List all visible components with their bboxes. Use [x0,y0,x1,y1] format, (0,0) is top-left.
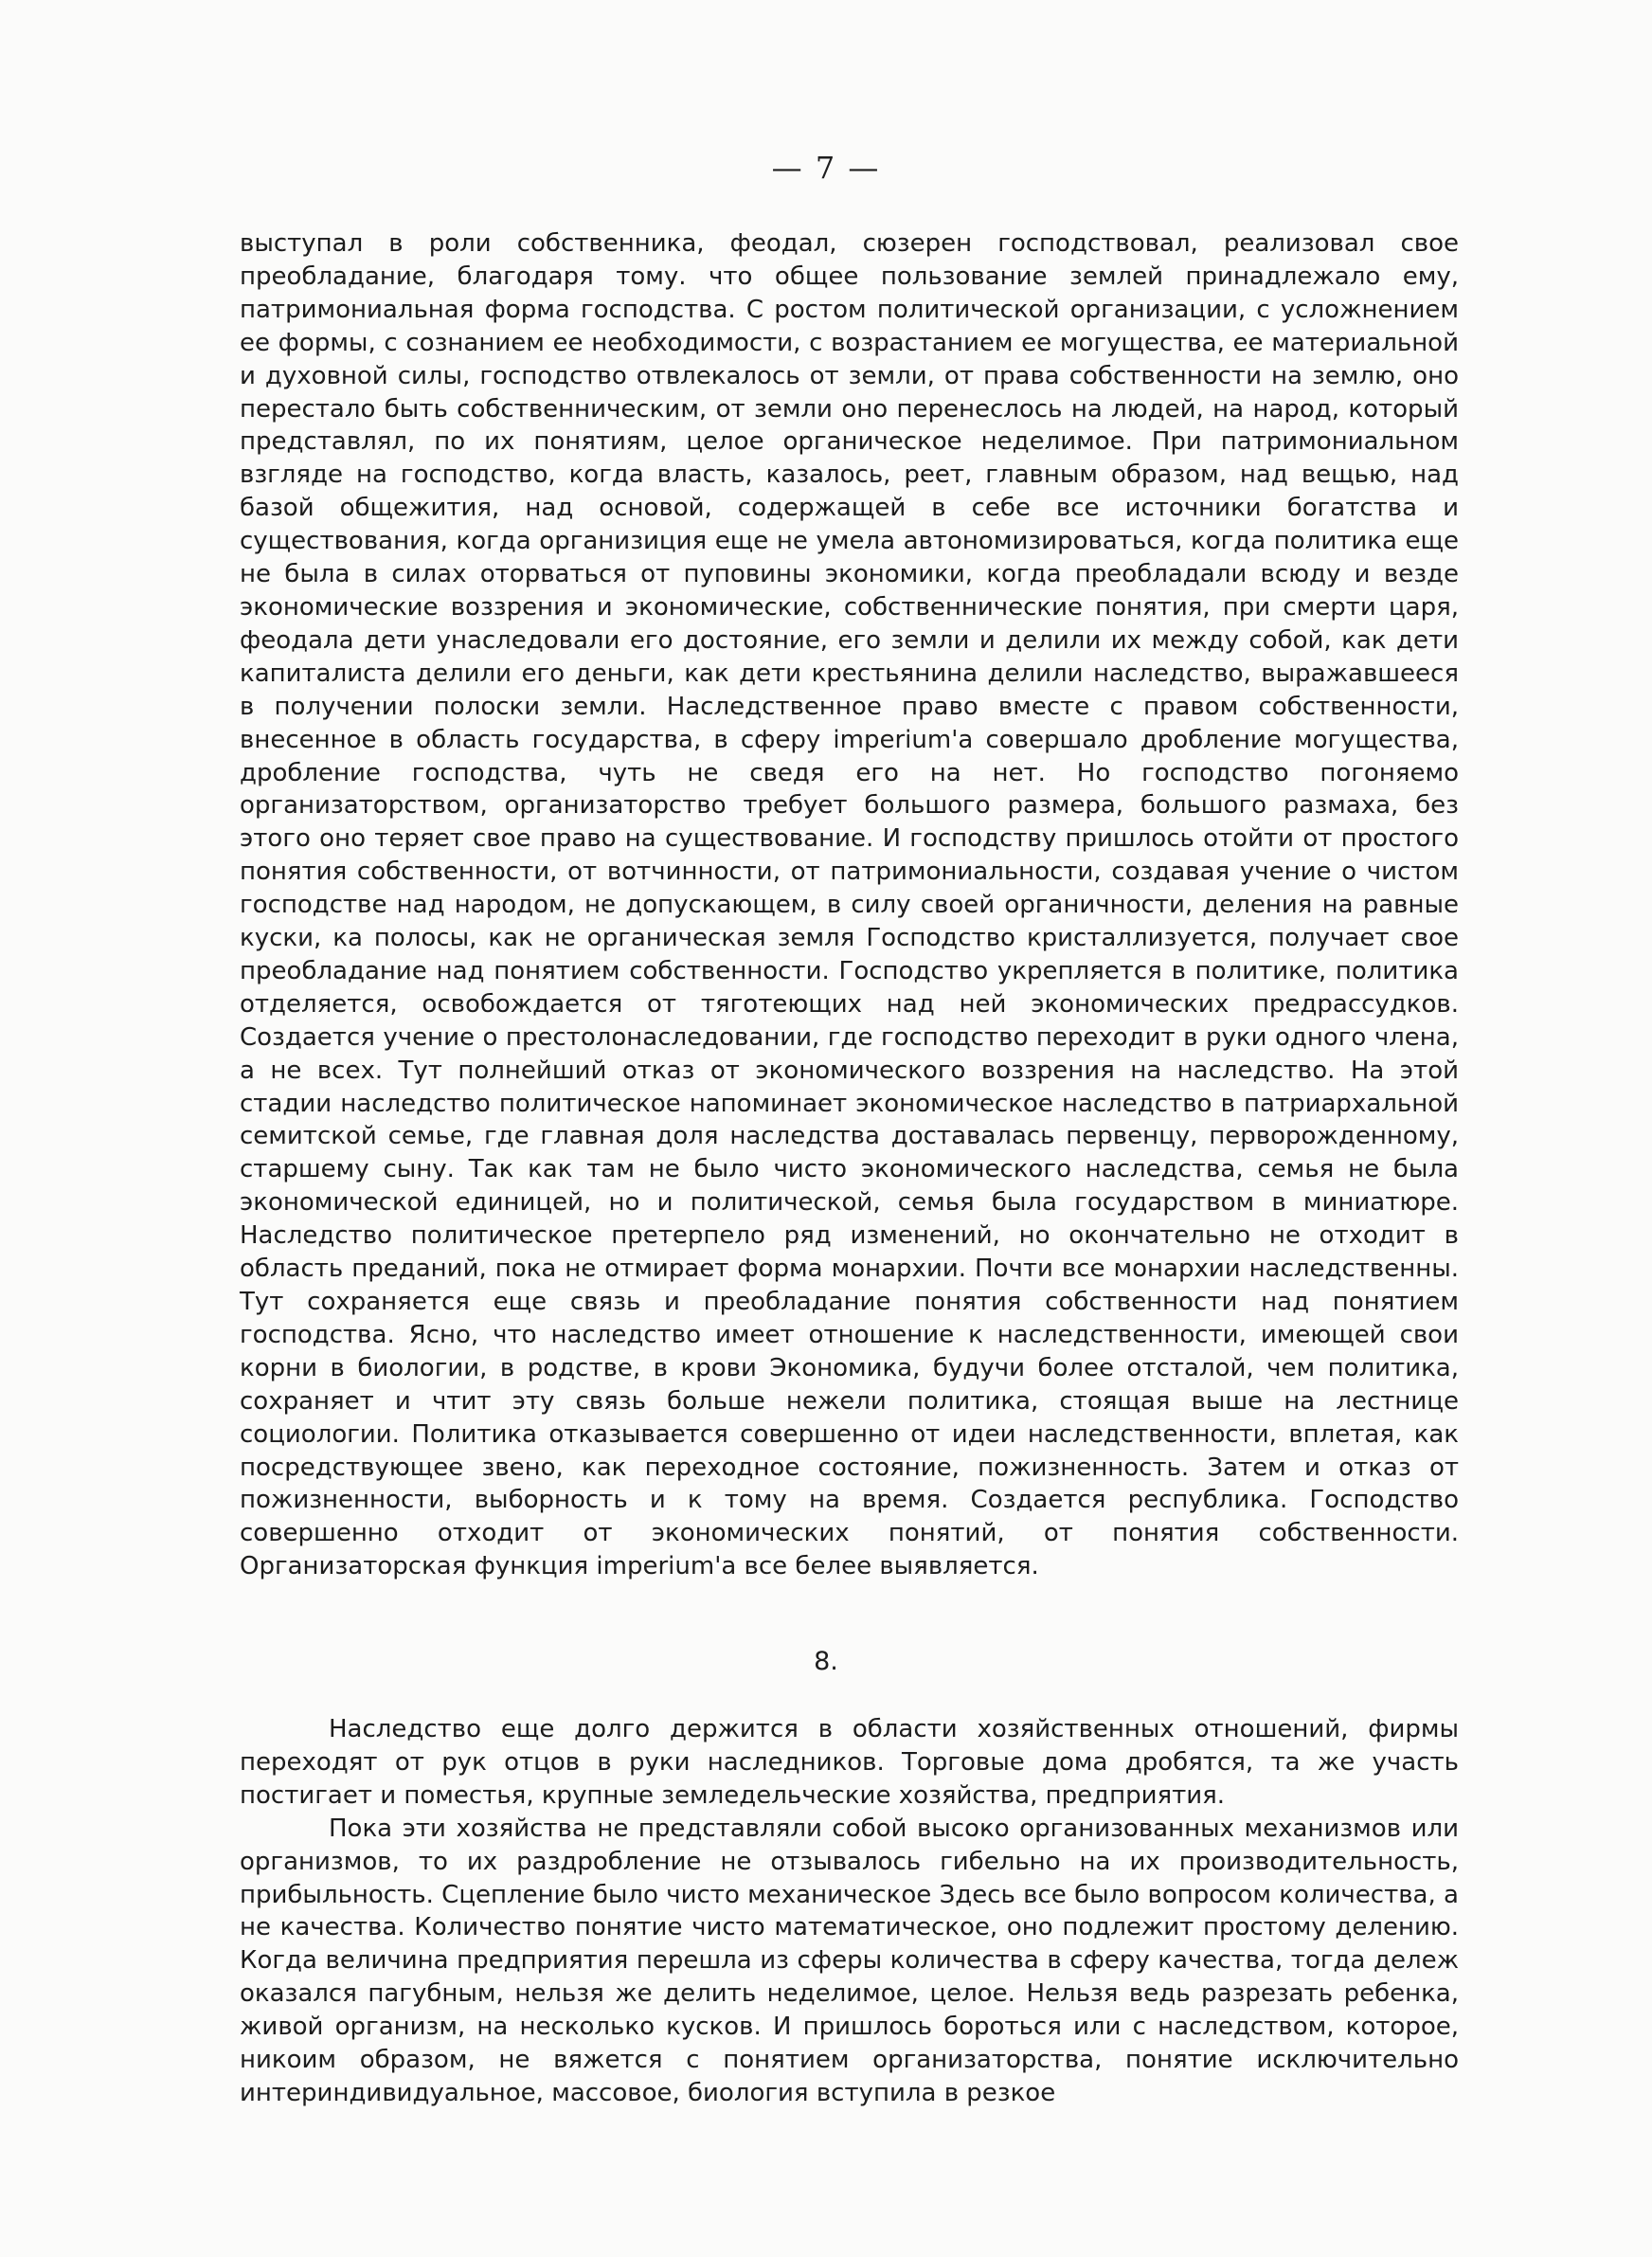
paragraph: Пока эти хозяйства не представляли собой высоко организованных механизмов или организмов, то их раздробление не отзывалось гибельно на их производительность, прибыльность. Сцепление было чисто механическое Здесь все было вопросом количества, а не качества. Количество понятие чисто математическое, оно подлежит простому делению. Когда величина предприятия перешла из сферы количества в сферу качества, тогда дележ оказался пагубным, нельзя же делить неделимое, целое. Нельзя ведь разрезать ребенка, живой организм, на несколько кусков. И пришлось бороться или с наследством, которое, никоим образом, не вяжется с понятием организаторства, понятие исключительно интериндивидуальное, массовое, биология вступила в резкое [240,1814,1459,2107]
text-block-top [240,227,1459,1583]
paragraph: Наследство еще долго держится в области хозяйственных отношений, фирмы переходят от рук отцов в руки наследников. Торговые дома дробятся, та же участь постигает и поместья, крупные земледельческие хозяйства, предприятия. [240,1715,1459,1810]
section-number: 8. [814,1647,838,1676]
paragraph: выступал в роли собственника, феодал, сюзерен господствовал, реализовал свое преобладание, благодаря тому. что общее пользование землей принадлежало ему, патримониальная форма господства. С ростом политической организации, с усложнением ее формы, с сознанием ее необходимости, с возрастанием ее могущества, ее материальной и духовной силы, господство отвлекалось от земли, от права собственности на землю, оно перестало быть собственническим, от земли оно перенеслось на людей, на народ, который представлял, по их понятиям, целое органическое неделимое. При патримониальном взгляде на господство, когда власть, казалось, реет, главным образом, над вещью, над базой общежития, над основой, содержащей в себе все источники богатства и существования, когда организиция еще не умела автономизироваться, когда политика еще не была в силах оторваться от пуповины экономики, когда преобладали всюду и везде экономические воззрения и экономические, собственнические понятия, при смерти царя, феодала дети унаследовали его достояние, его земли и делили их между собой, как дети капиталиста делили его деньги, как дети крестьянина делили наследство, выражавшееся в получении полоски земли. Наследственное право вместе с правом собственности, внесенное в область государства, в сферу imperium'а совершало дробление могущества, дробление господства, чуть не сведя его на нет. Но господство погоняемо организаторством, организаторство требует большого размера, большого размаха, без этого оно теряет свое право на существование. И господству пришлось отойти от простого понятия собственности, от вотчинности, от патримониальности, создавая учение о чистом господстве над народом, не допускающем, в силу своей органичности, деления на равные куски, ка полосы, как не органическая земля Господство кристаллизуется, получает свое преобладание над понятием собственности. Господство укрепляется в политике, политика отделяется, освобождается от тяготеющих над ней экономических предрассудков. Создается учение о престолонаследовании, где господство переходит в руки одного члена, а не всех. Тут полнейший отказ от экономического воззрения на наследство. На этой стадии наследство политическое напоминает экономическое наследство в патриархальной семитской семье, где главная доля наследства доставалась первенцу, перворожденному, старшему сыну. Так как там не было чисто экономического наследства, семья не была экономической единицей, но и политической, семья была государством в миниатюре. Наследство политическое претерпело ряд изменений, но окончательно не отходит в область преданий, пока не отмирает форма монархии. Почти все монархии наследственны. Тут сохраняется еще связь и преобладание понятия собственности над понятием господства. Ясно, что наследство имеет отношение к наследственности, имеющей свои корни в биологии, в родстве, в крови Экономика, будучи более отсталой, чем политика, сохраняет и чтит эту связь больше нежели политика, стоящая выше на лестнице социологии. Политика отказывается совершенно от идеи наследственности, вплетая, как посредствующее звено, как переходное состояние, пожизненность. Затем и отказ от пожизненности, выборность и к тому на время. Создается республика. Господство совершенно отходит от экономических понятий, от понятия собственности. Организаторская функция imperium'а все белее выявляется. [240,229,1459,1581]
text-block-bottom [240,1713,1459,2110]
page-number: — 7 — [771,150,881,186]
